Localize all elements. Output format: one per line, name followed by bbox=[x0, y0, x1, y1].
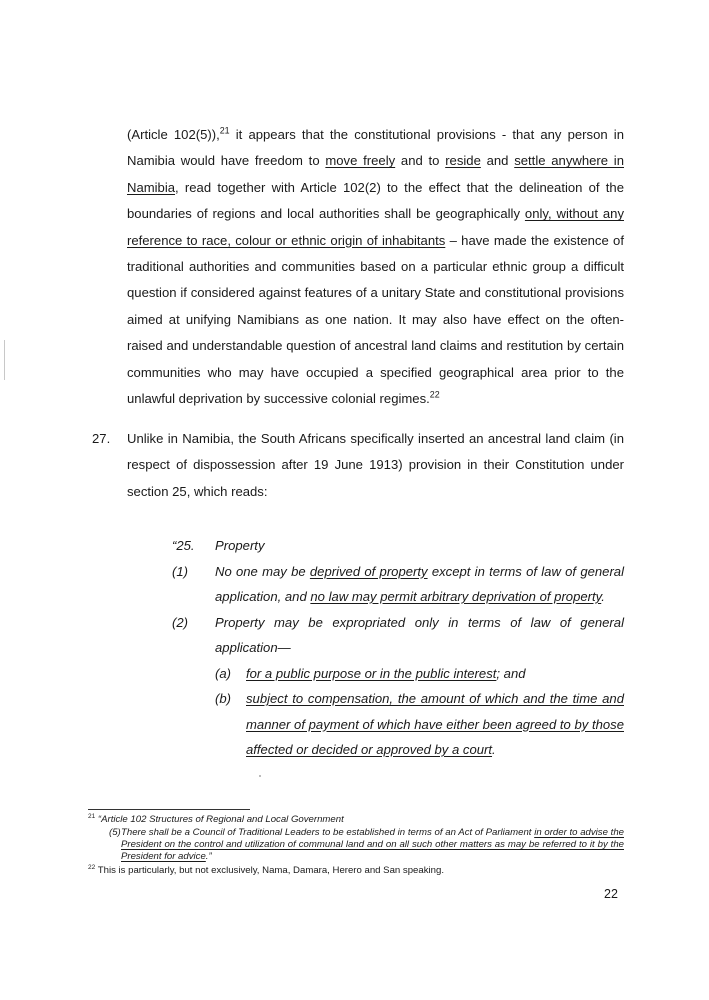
text-run: . bbox=[601, 589, 605, 604]
quote-clause-1 bbox=[172, 559, 624, 610]
footnote-item-label: (5) bbox=[109, 827, 121, 838]
footnote-ref-22[interactable]: 22 bbox=[429, 389, 440, 400]
scan-artifact-dot bbox=[259, 775, 261, 777]
text-run: and bbox=[480, 153, 515, 169]
underlined-text: deprived of property bbox=[309, 563, 428, 579]
quote-section-number: “25. bbox=[172, 538, 195, 553]
scan-edge-mark bbox=[4, 340, 5, 380]
underlined-text: only, without any reference to race, colour or ethnic origin of inhabitants bbox=[127, 206, 624, 248]
quoted-section-25 bbox=[172, 533, 624, 763]
clause-text: Property may be expropriated only in terms of law of general application— bbox=[215, 614, 624, 655]
text-run: No one may be bbox=[215, 563, 310, 579]
underlined-text: move freely bbox=[325, 153, 396, 169]
text-run: – have made the existence of traditional authorities and communities based on a particular ethnic group a difficult question if considered against features of a unitary State and constitutional provisions aimed at unifying Namibians as one nation. It may also have effect on the often-raised and understandable question of ancestral land claims and restitution by certain communities who may have occupied a specified geographical area prior to the unlawful deprivation by successive colonial regimes. bbox=[127, 232, 624, 407]
paragraph-27-text: Unlike in Namibia, the South Africans specifically inserted an ancestral land claim (in respect of dispossession after 19 June 1913) provision in their Constitution under section 25, which reads: bbox=[127, 431, 624, 499]
paragraph-continuation bbox=[127, 122, 624, 412]
footnote-ref-21[interactable]: 21 bbox=[219, 125, 230, 136]
text-run: ; and bbox=[496, 665, 526, 681]
subclause-text bbox=[246, 661, 624, 687]
quote-section-title: Property bbox=[215, 538, 265, 553]
text-run: . bbox=[492, 742, 496, 757]
footnote-number: 21 bbox=[88, 812, 96, 820]
quote-heading bbox=[172, 533, 624, 559]
quote-subclause-b bbox=[215, 686, 624, 763]
underlined-text: in order to advise the President on the control and utilization of communal land and on all such other matters as may be referred to it by the President for advice bbox=[121, 827, 624, 862]
page-number: 22 bbox=[604, 887, 618, 901]
footnote-number: 22 bbox=[88, 863, 96, 871]
clause-label: (2) bbox=[172, 614, 189, 630]
text-run: (Article 102(5)), bbox=[127, 127, 220, 142]
text-run: it appears that the constitutional provisions - that any person in Namibia would have freedom to bbox=[127, 127, 624, 169]
text-run: except in terms of law of general application, and bbox=[215, 563, 624, 604]
underlined-text: subject to compensation, the amount of which and the time and manner of payment of which have either been agreed to by those affected or decided or approved by a court bbox=[246, 691, 624, 757]
footnote-text: This is particularly, but not exclusively, Nama, Damara, Herero and San speaking. bbox=[95, 865, 444, 876]
text-run: There shall be a Council of Traditional Leaders to be established in terms of an Act of Parliament bbox=[121, 827, 535, 838]
underlined-text: reside bbox=[445, 153, 481, 169]
underlined-text: no law may permit arbitrary deprivation of property bbox=[310, 589, 602, 604]
subclause-label: (a) bbox=[215, 665, 232, 681]
quote-clause-2 bbox=[172, 610, 624, 661]
footnotes bbox=[88, 814, 624, 877]
clause-text bbox=[215, 559, 624, 610]
footnote-title: “Article 102 Structures of Regional and Local Government bbox=[95, 814, 344, 825]
footnote-22 bbox=[88, 865, 624, 877]
paragraph-number: 27. bbox=[92, 431, 111, 446]
footnote-21-item bbox=[109, 827, 624, 863]
clause-label: (1) bbox=[172, 563, 189, 579]
quote-subclause-a bbox=[215, 661, 624, 687]
underlined-text: settle anywhere in Namibia bbox=[127, 153, 624, 195]
footnote-item-text bbox=[121, 827, 624, 863]
text-run: and to bbox=[395, 153, 446, 169]
underlined-text: for a public purpose or in the public interest bbox=[246, 665, 497, 681]
footnote-separator bbox=[88, 809, 250, 810]
subclause-text bbox=[246, 686, 624, 763]
text-run: .” bbox=[205, 851, 212, 862]
subclause-label: (b) bbox=[215, 691, 232, 706]
footnote-21 bbox=[88, 814, 624, 826]
text-run: , read together with Article 102(2) to the effect that the delineation of the boundaries of regions and local authorities shall be geographically bbox=[127, 179, 624, 222]
